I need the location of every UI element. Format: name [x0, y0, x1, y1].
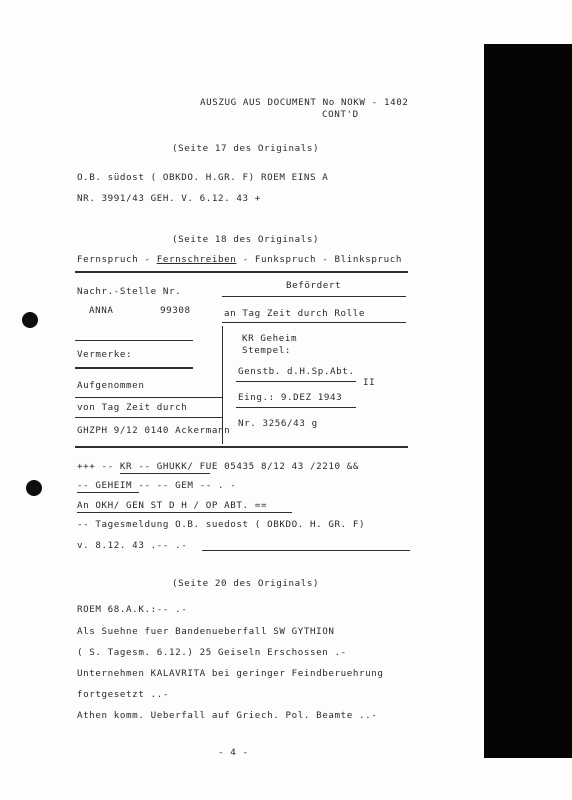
page20-heading: (Seite 20 des Originals): [172, 578, 320, 589]
eing-stamp: Eing.: 9.DEZ 1943: [238, 392, 343, 403]
page20-line-6: Athen komm. Ueberfall auf Griech. Pol. Beamte ..-: [77, 710, 378, 721]
message-line-4: -- Tagesmeldung O.B. suedost ( OBKDO. H. GR. F): [77, 519, 366, 530]
header-contd: CONT'D: [322, 109, 359, 120]
form-rule-left: [75, 340, 193, 341]
ghzph-line: GHZPH 9/12 0140 Ackermann: [77, 425, 231, 436]
page20-line-2: Als Suehne fuer Bandenueberfall SW GYTHION: [77, 626, 335, 637]
genstb-stamp: Genstb. d.H.Sp.Abt.: [238, 366, 355, 377]
message-line-3: An OKH/ GEN ST D H / OP ABT. ==: [77, 500, 268, 511]
form-rule-befoerdert: [222, 296, 406, 297]
page18-heading: (Seite 18 des Originals): [172, 234, 320, 245]
page17-line1: O.B. südost ( OBKDO. H.GR. F) ROEM EINS A: [77, 172, 329, 183]
page20-line-3: ( S. Tagesm. 6.12.) 25 Geiseln Erschossen .-: [77, 647, 347, 658]
form-rule-bottom: [75, 446, 408, 448]
message-end-rule: [202, 550, 410, 551]
form-rule-vermerke: [75, 367, 193, 369]
scan-edge-dark-bar: [484, 44, 572, 758]
stamp-rule-1: [236, 381, 356, 382]
message-line-5: v. 8.12. 43 .-- .-: [77, 540, 188, 551]
page20-line-4: Unternehmen KALAVRITA bei geringer Feindberuehrung: [77, 668, 384, 679]
message-types: Fernspruch - Fernschreiben - Funkspruch - Blinkspruch: [77, 254, 402, 265]
page-number: - 4 -: [218, 747, 249, 758]
page17-line2: NR. 3991/43 GEH. V. 6.12. 43 +: [77, 193, 261, 204]
page20-line-1: ROEM 68.A.K.:-- .-: [77, 604, 188, 615]
befoerdert-label: Befördert: [286, 280, 342, 291]
roman-ii: II: [363, 377, 376, 388]
vermerke-label: Vermerke:: [77, 349, 133, 360]
aufgenommen-label: Aufgenommen: [77, 380, 145, 391]
page20-line-5: fortgesetzt ..-: [77, 689, 169, 700]
underline-an-okh: [77, 512, 292, 513]
message-line-2: -- GEHEIM -- -- GEM -- . -: [77, 480, 237, 491]
nachr-stelle-label: Nachr.-Stelle Nr.: [77, 286, 182, 297]
message-number: 99308: [160, 305, 191, 316]
form-rule-aufgenommen: [75, 397, 223, 398]
stempel-label: Stempel:: [242, 345, 292, 356]
form-rule-von: [75, 417, 223, 418]
von-tag-zeit-durch: von Tag Zeit durch: [77, 402, 188, 413]
stamp-rule-2: [236, 407, 356, 408]
underline-kr-ghukk: [120, 473, 210, 474]
punch-hole-top: [22, 312, 38, 328]
message-line-1: +++ -- KR -- GHUKK/ FUE 05435 8/12 43 /2210 &&: [77, 461, 360, 472]
an-tag-zeit-durch-rolle: an Tag Zeit durch Rolle: [224, 308, 366, 319]
punch-hole-bottom: [26, 480, 42, 496]
sender-anna: ANNA: [89, 305, 114, 316]
header-title: AUSZUG AUS DOCUMENT No NOKW - 1402: [200, 97, 409, 108]
underline-geheim: [77, 492, 139, 493]
page17-heading: (Seite 17 des Originals): [172, 143, 320, 154]
form-rule-top: [75, 271, 408, 273]
nr-stamp: Nr. 3256/43 g: [238, 418, 318, 429]
kr-geheim: KR Geheim: [242, 333, 298, 344]
form-rule-an: [222, 322, 406, 323]
